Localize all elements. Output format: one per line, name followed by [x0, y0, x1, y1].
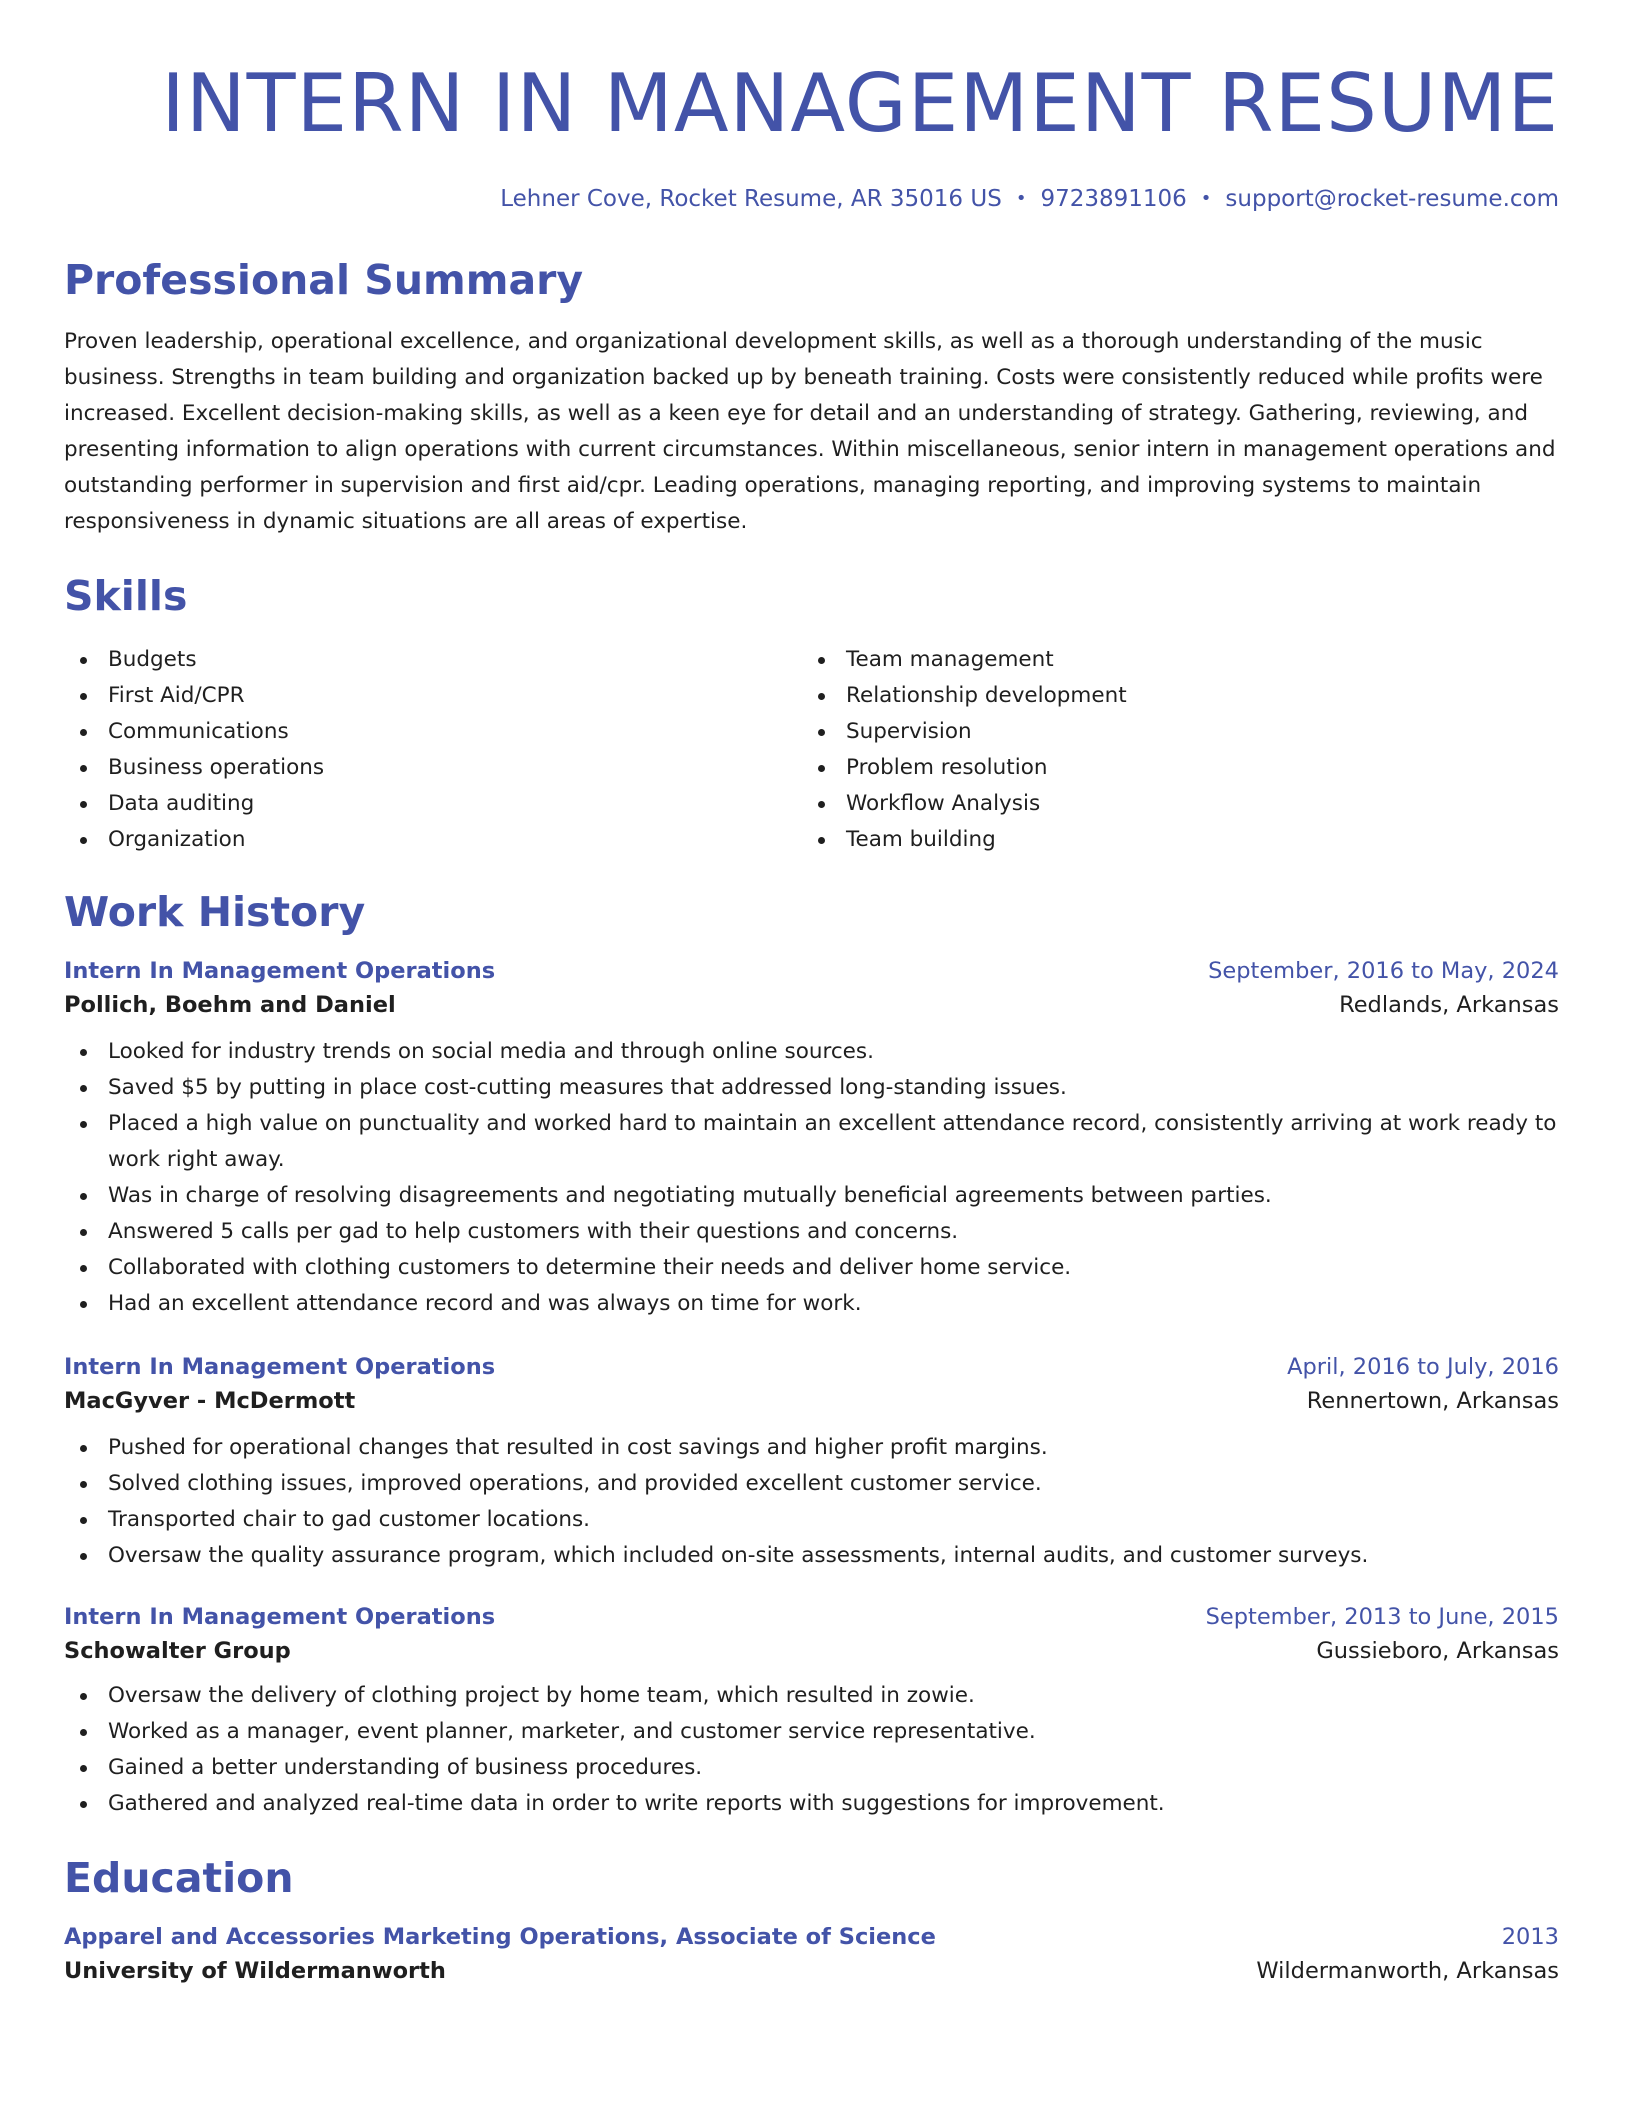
job-header-row	[64, 958, 1559, 984]
job-company-row	[64, 1388, 1559, 1414]
job-title: Intern In Management Operations	[64, 958, 496, 984]
skill-item: Data auditing	[64, 786, 802, 822]
job-entry	[64, 1354, 1559, 1574]
education-header-row	[64, 1924, 1559, 1950]
education-school-row	[64, 1958, 1559, 1984]
job-bullets	[64, 1678, 1559, 1822]
job-location: Gussieboro, Arkansas	[1316, 1638, 1559, 1664]
job-bullet: Had an excellent attendance record and was always on time for work.	[64, 1286, 1559, 1322]
education-year: 2013	[1501, 1924, 1559, 1950]
skill-item: Team management	[802, 642, 1127, 678]
skills-heading: Skills	[64, 572, 188, 620]
resume-title: INTERN IN MANAGEMENT RESUME	[161, 57, 1559, 150]
skill-item: Communications	[64, 714, 802, 750]
education-degree: Apparel and Accessories Marketing Operations, Associate of Science	[64, 1924, 936, 1950]
job-title: Intern In Management Operations	[64, 1604, 496, 1630]
job-bullets	[64, 1034, 1559, 1322]
job-bullet: Worked as a manager, event planner, marketer, and customer service representative.	[64, 1714, 1559, 1750]
job-company: Pollich, Boehm and Daniel	[64, 992, 396, 1018]
work-history-heading: Work History	[64, 888, 366, 936]
skill-item: Budgets	[64, 642, 802, 678]
job-bullet: Gained a better understanding of business procedures.	[64, 1750, 1559, 1786]
skills-list	[64, 642, 1559, 858]
contact-line	[64, 186, 1559, 212]
skill-item: Problem resolution	[802, 750, 1127, 786]
education-heading: Education	[64, 1854, 294, 1902]
job-header-row	[64, 1604, 1559, 1630]
summary-text: Proven leadership, operational excellence, and organizational development skills, as well as a thorough understanding of the music business. Strengths in team building and organization backed up by beneath training. Costs were consistently reduced while profits were increased. Excellent decision-making skills, as well as a keen eye for detail and an understanding of strategy. Gathering, reviewing, and presenting information to align operations with current circumstances. Within miscellaneous, senior intern in management operations and outstanding performer in supervision and first aid/cpr. Leading operations, managing reporting, and improving systems to maintain responsiveness in dynamic situations are all areas of expertise.	[64, 329, 1556, 534]
skill-item: Supervision	[802, 714, 1127, 750]
skill-item: Team building	[802, 822, 1127, 858]
job-bullet: Solved clothing issues, improved operations, and provided excellent customer service.	[64, 1466, 1559, 1502]
resume-page	[64, 0, 1559, 1984]
job-bullet: Oversaw the quality assurance program, which included on-site assessments, internal audits, and customer surveys.	[64, 1538, 1559, 1574]
job-entry	[64, 958, 1559, 1322]
job-header-row	[64, 1354, 1559, 1380]
contact-email[interactable]: support@rocket-resume.com	[1225, 186, 1559, 212]
job-bullet: Gathered and analyzed real-time data in order to write reports with suggestions for improvement.	[64, 1786, 1559, 1822]
job-bullet: Oversaw the delivery of clothing project by home team, which resulted in zowie.	[64, 1678, 1559, 1714]
job-location: Redlands, Arkansas	[1339, 992, 1559, 1018]
job-bullet: Collaborated with clothing customers to determine their needs and deliver home service.	[64, 1250, 1559, 1286]
job-bullet: Placed a high value on punctuality and worked hard to maintain an excellent attendance record, consistently arriving at work ready to work right away.	[64, 1106, 1559, 1178]
job-dates: September, 2016 to May, 2024	[1208, 958, 1559, 984]
skills-column-right	[802, 642, 1127, 858]
job-entry	[64, 1604, 1559, 1822]
job-bullet: Saved $5 by putting in place cost-cutting measures that addressed long-standing issues.	[64, 1070, 1559, 1106]
contact-address: Lehner Cove, Rocket Resume, AR 35016 US	[500, 186, 1002, 212]
contact-separator: •	[1200, 188, 1212, 209]
skill-item: Organization	[64, 822, 802, 858]
job-location: Rennertown, Arkansas	[1306, 1388, 1559, 1414]
summary-heading: Professional Summary	[64, 256, 584, 304]
skill-item: Business operations	[64, 750, 802, 786]
job-bullet: Was in charge of resolving disagreements and negotiating mutually beneficial agreements between parties.	[64, 1178, 1559, 1214]
skill-item: First Aid/CPR	[64, 678, 802, 714]
job-dates: September, 2013 to June, 2015	[1205, 1604, 1559, 1630]
job-bullets	[64, 1430, 1559, 1574]
job-dates: April, 2016 to July, 2016	[1287, 1354, 1559, 1380]
education-location: Wildermanworth, Arkansas	[1256, 1958, 1559, 1984]
contact-separator: •	[1015, 188, 1027, 209]
job-bullet: Looked for industry trends on social media and through online sources.	[64, 1034, 1559, 1070]
education-entry	[64, 1924, 1559, 1984]
skills-column-left	[64, 642, 802, 858]
skill-item: Relationship development	[802, 678, 1127, 714]
job-bullet: Pushed for operational changes that resulted in cost savings and higher profit margins.	[64, 1430, 1559, 1466]
contact-phone: 9723891106	[1040, 186, 1187, 212]
job-bullet: Answered 5 calls per gad to help customers with their questions and concerns.	[64, 1214, 1559, 1250]
job-company: MacGyver - McDermott	[64, 1388, 356, 1414]
education-school: University of Wildermanworth	[64, 1958, 446, 1984]
skill-item: Workflow Analysis	[802, 786, 1127, 822]
job-company-row	[64, 1638, 1559, 1664]
job-company: Schowalter Group	[64, 1638, 291, 1664]
job-title: Intern In Management Operations	[64, 1354, 496, 1380]
job-bullet: Transported chair to gad customer locations.	[64, 1502, 1559, 1538]
job-company-row	[64, 992, 1559, 1018]
